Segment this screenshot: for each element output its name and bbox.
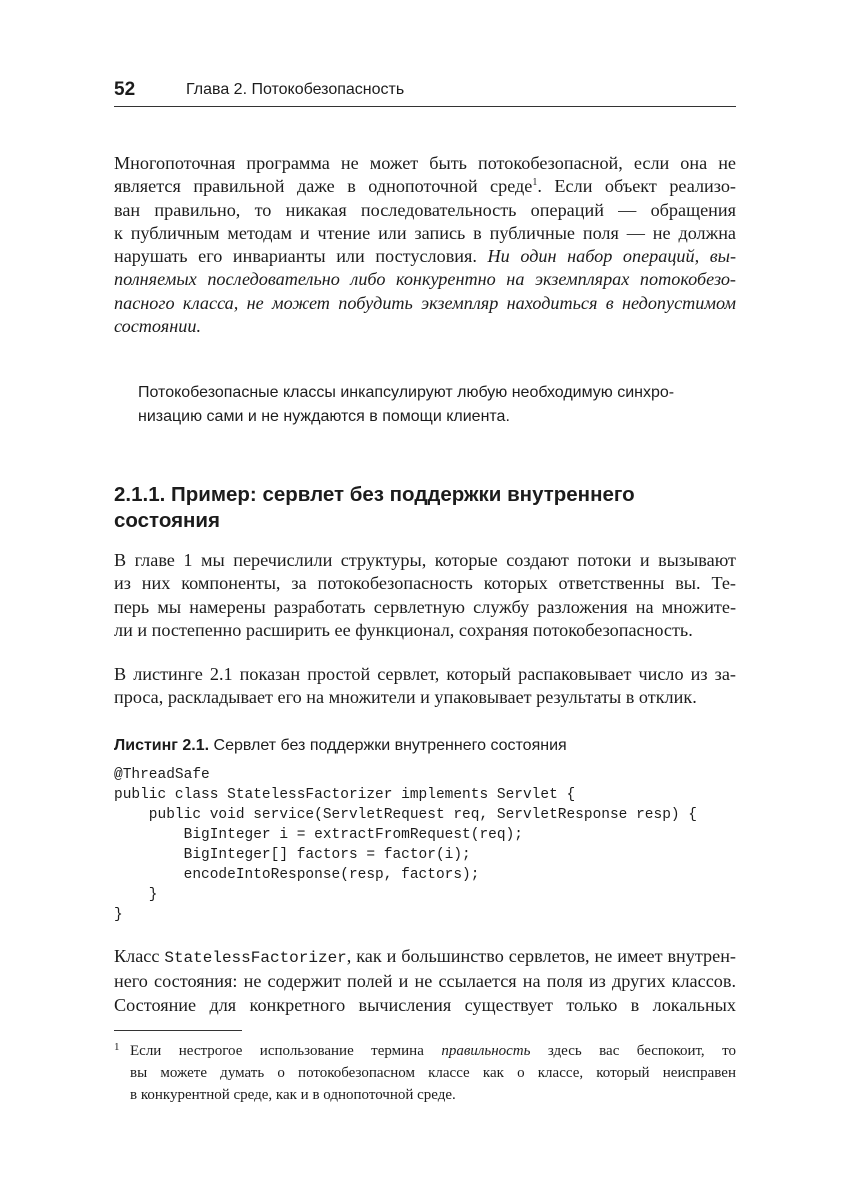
footnote-body bbox=[130, 1040, 736, 1106]
text-line bbox=[114, 945, 736, 970]
italic-text-line: полняемых последовательно либо конкурентно на экземплярах потокобезо- bbox=[114, 269, 736, 290]
paragraph-chapter-intro bbox=[114, 549, 736, 642]
footnote-line: вы можете думать о потокобезопасном классе как о классе, который неисправен bbox=[130, 1065, 736, 1081]
text-line: Состояние для конкретного вычисления существует только в локальных bbox=[114, 994, 736, 1015]
code-line: } bbox=[114, 887, 158, 903]
text-line: ван правильно, то никакая последовательность операций — обращения bbox=[114, 199, 736, 220]
italic-text: Ни один набор операций, вы- bbox=[487, 246, 736, 267]
note-line: низацию сами и не нуждаются в помощи клиента. bbox=[138, 408, 510, 425]
paragraph-listing-intro bbox=[114, 663, 736, 710]
listing-title: Сервлет без поддержки внутреннего состояния bbox=[209, 737, 567, 754]
footnote-line bbox=[130, 1040, 736, 1062]
text-line: проса, раскладывает его на множители и упаковывает результаты в отклик. bbox=[114, 687, 697, 708]
text-line: ли и постепенно расширить ее функционал, сохраняя потокобезопасность. bbox=[114, 619, 693, 640]
section-heading bbox=[114, 482, 736, 534]
page-number: 52 bbox=[114, 79, 136, 100]
code-listing bbox=[114, 765, 697, 925]
text-segment: является правильной даже в однопоточной среде bbox=[114, 176, 533, 197]
footnote-line: в конкурентной среде, как и в однопоточной среде. bbox=[130, 1087, 456, 1103]
text-line: к публичным методам и чтение или запись в публичные поля — не должна bbox=[114, 222, 736, 243]
text-line: Многопоточная программа не может быть потокобезопасной, если она не bbox=[114, 153, 736, 173]
chapter-title: Глава 2. Потокобезопасность bbox=[186, 81, 405, 98]
listing-number: Листинг 2.1. bbox=[114, 737, 210, 754]
running-header bbox=[114, 76, 736, 107]
text-segment: здесь вас беспокоит, то bbox=[530, 1043, 736, 1059]
code-line: BigInteger i = extractFromRequest(req); bbox=[114, 827, 523, 843]
code-line: public void service(ServletRequest req, ServletResponse resp) { bbox=[114, 807, 697, 823]
text-line bbox=[114, 245, 736, 268]
text-segment: . Если объект реализо- bbox=[537, 176, 736, 197]
code-line: @ThreadSafe bbox=[114, 767, 210, 783]
inline-code: StatelessFactorizer bbox=[164, 949, 347, 967]
footnote-mark: 1 bbox=[114, 1041, 120, 1053]
footnote-divider bbox=[114, 1030, 242, 1031]
code-line: BigInteger[] factors = factor(i); bbox=[114, 847, 471, 863]
text-line: В листинге 2.1 показан простой сервлет, который распаковывает число из за- bbox=[114, 664, 736, 684]
listing-caption bbox=[114, 737, 567, 755]
heading-line: состояния bbox=[114, 509, 220, 532]
footnote bbox=[114, 1040, 736, 1106]
text-segment: Если нестрогое использование термина bbox=[130, 1043, 442, 1059]
footnote-reference[interactable]: 1 bbox=[532, 177, 538, 189]
text-line: него состояния: не содержит полей и не ссылается на поля из других классов. bbox=[114, 971, 736, 992]
paragraph-stateless-explanation bbox=[114, 945, 736, 1017]
code-line: public class StatelessFactorizer implements Servlet { bbox=[114, 787, 576, 803]
text-segment: Класс bbox=[114, 946, 165, 966]
code-line: } bbox=[114, 907, 123, 923]
note-line: Потокобезопасные классы инкапсулируют любую необходимую синхро- bbox=[138, 384, 675, 401]
text-line: В главе 1 мы перечислили структуры, которые создают потоки и вызывают bbox=[114, 550, 736, 570]
paragraph-thread-safety-definition bbox=[114, 152, 736, 338]
text-segment: нарушать его инварианты или постусловия. bbox=[114, 246, 488, 267]
text-segment: , как и большинство сервлетов, не имеет внутрен- bbox=[346, 946, 736, 966]
text-line: из них компоненты, за потокобезопасность которых ответственны вы. Те- bbox=[114, 573, 736, 594]
heading-line: 2.1.1. Пример: сервлет без поддержки внутреннего bbox=[114, 483, 635, 506]
italic-text-line: пасного класса, не может побудить экземпляр находиться в недопустимом bbox=[114, 292, 736, 313]
text-line: перь мы намерены разработать сервлетную службу разложения на множите- bbox=[114, 596, 736, 617]
code-line: encodeIntoResponse(resp, factors); bbox=[114, 867, 480, 883]
text-line bbox=[114, 175, 736, 198]
italic-text-line: состоянии. bbox=[114, 316, 201, 337]
callout-note bbox=[138, 381, 738, 429]
italic-term: правильность bbox=[441, 1043, 531, 1059]
